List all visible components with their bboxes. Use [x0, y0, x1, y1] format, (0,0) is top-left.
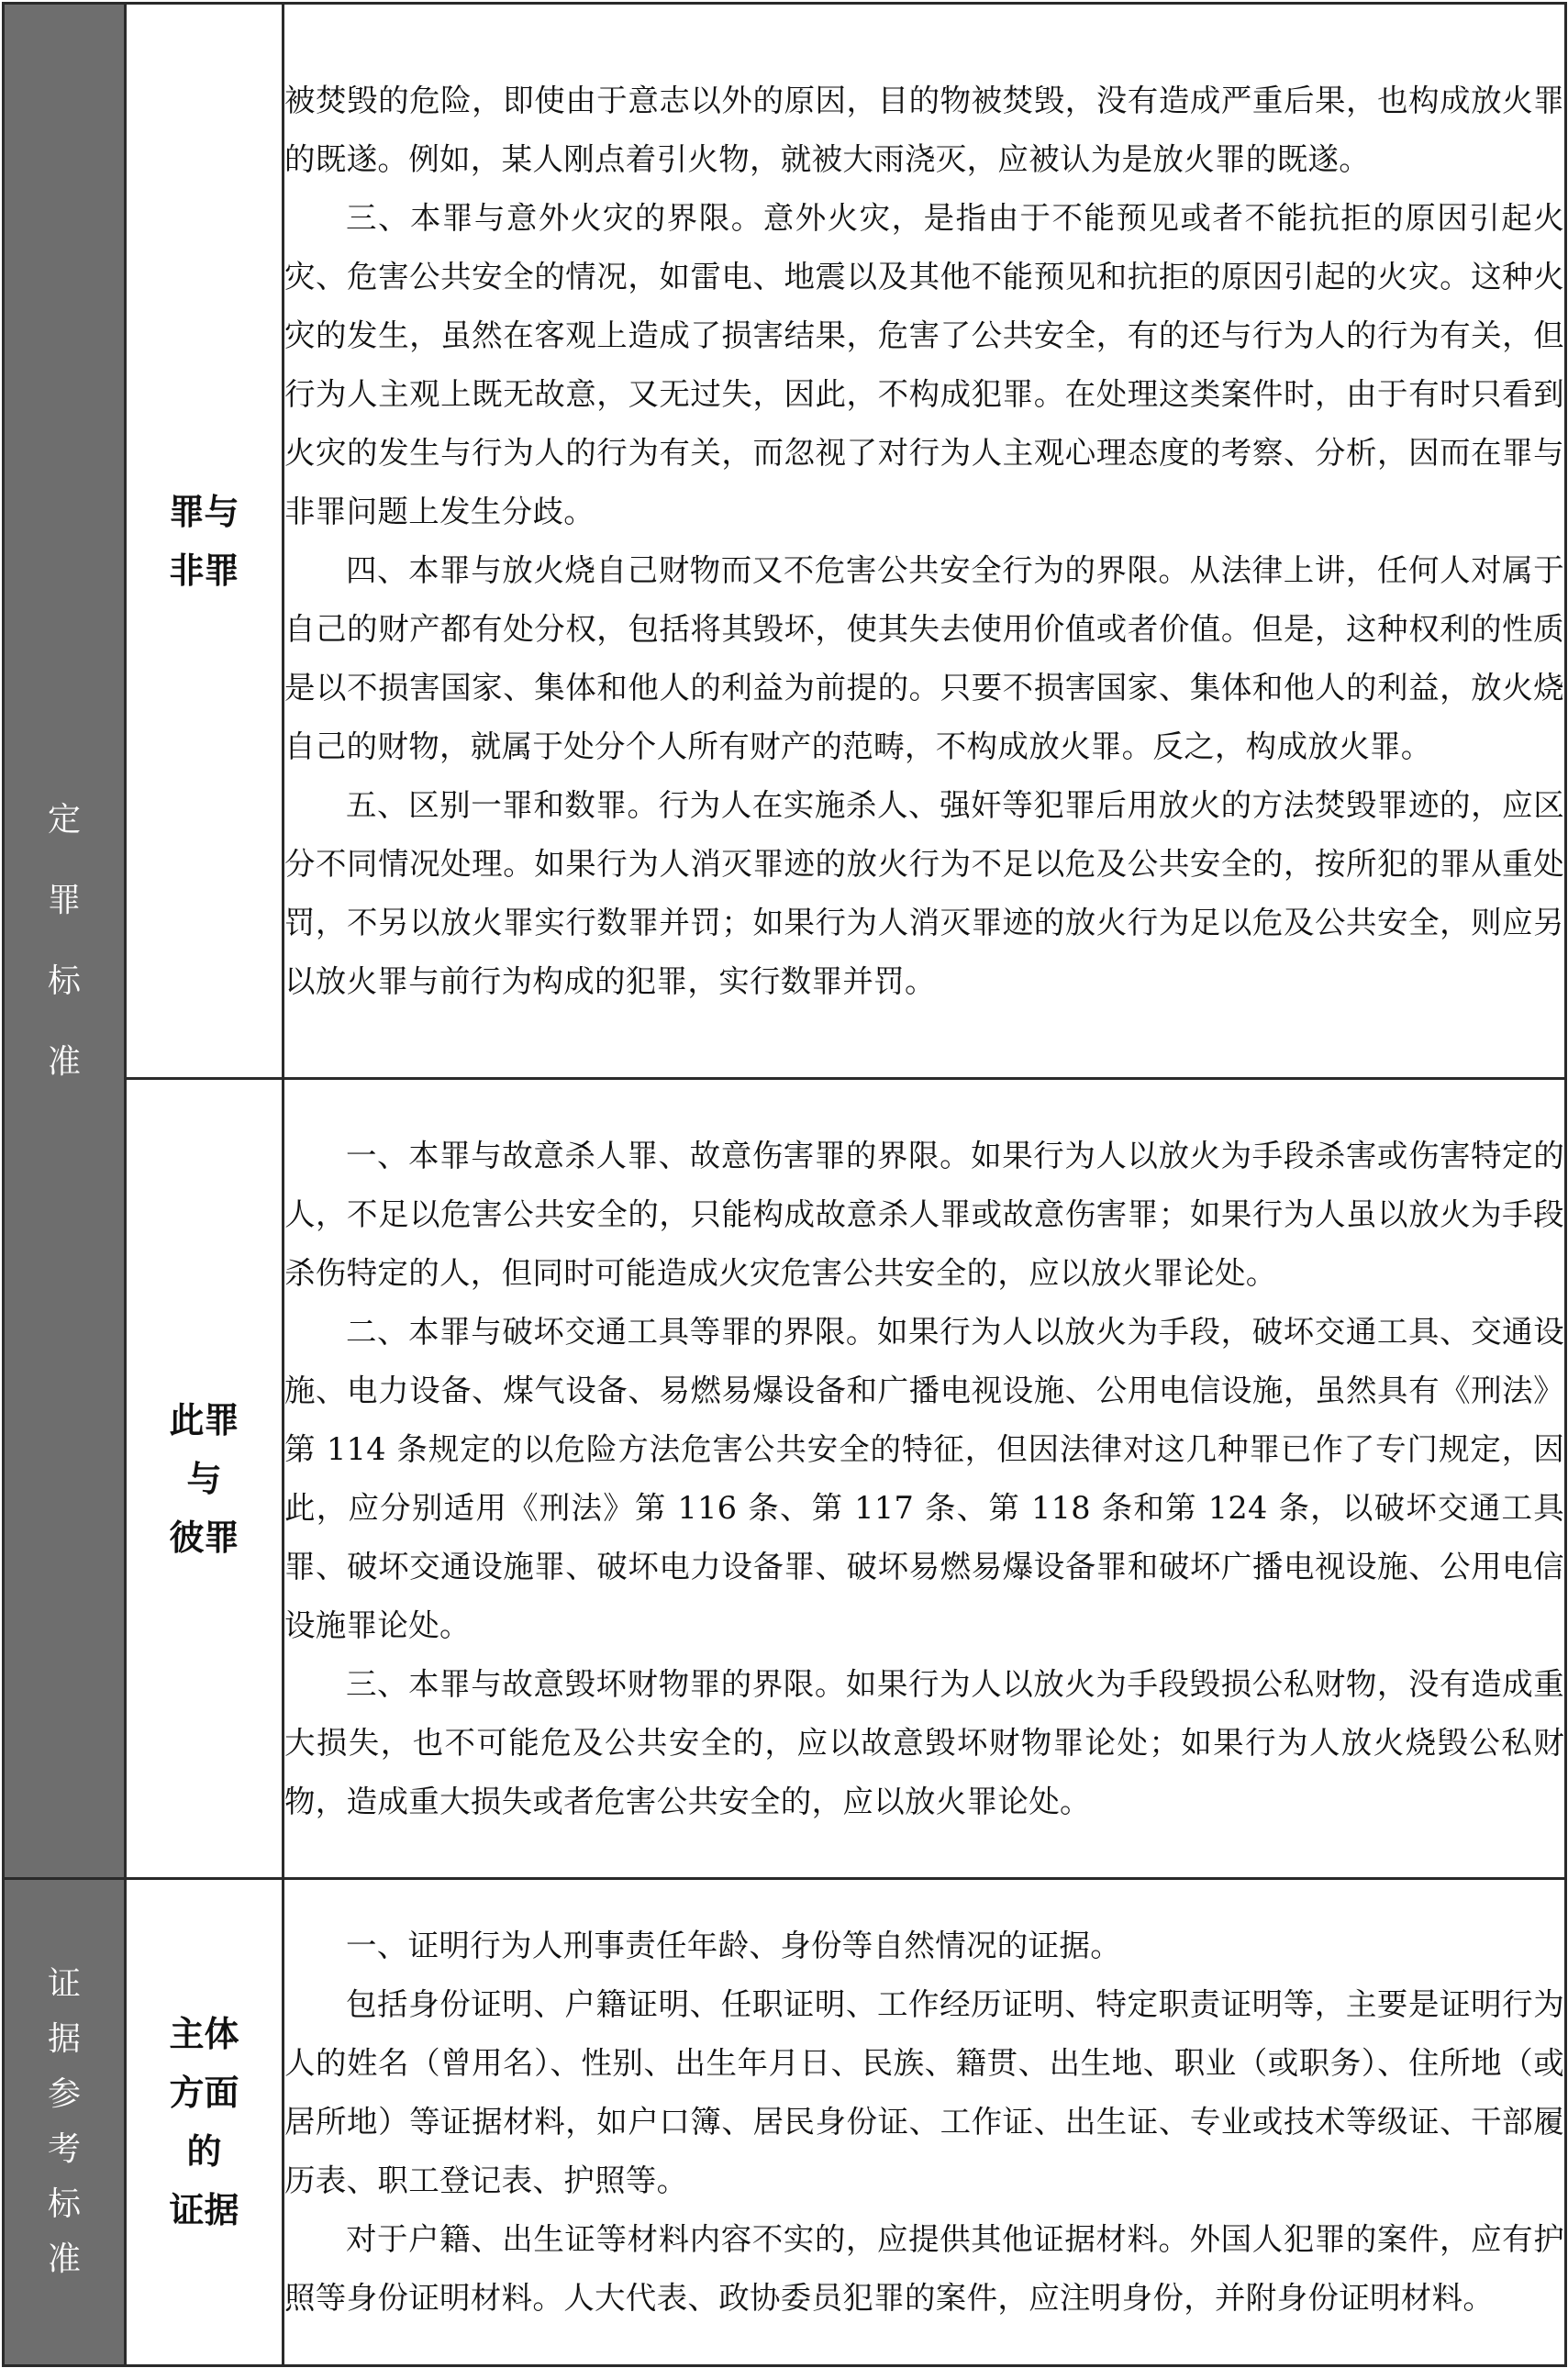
- category-char: 据: [47, 2020, 81, 2058]
- category-char: 参: [47, 2075, 81, 2113]
- paragraph: 二、本罪与破坏交通工具等罪的界限。如果行为人以放火为手段，破坏交通工具、交通设施、电力设备、煤气设备、易燃易爆设备和广播电视设施、公用电信设施，虽然具有《刑法》第 114 条规定的以危险方法危害公共安全的特征，但因法律对这几种罪已作了专门规定，因此，应分别适用《刑法》第 116 条、第 117 条、第 118 条和第 124 条，以破坏交通工具罪、破坏交通设施罪、破坏电力设备罪、破坏易燃易爆设备罪和破坏广播电视设施、公用电信设施罪论处。: [284, 1313, 1564, 1643]
- category-char: 标: [47, 962, 81, 1000]
- category-cell-dingzui: [4, 4, 126, 1879]
- paragraph: 三、本罪与意外火灾的界限。意外火灾，是指由于不能预见或者不能抗拒的原因引起火灾、危害公共安全的情况，如雷电、地震以及其他不能预见和抗拒的原因引起的火灾。这种火灾的发生，虽然在客观上造成了损害结果，危害了公共安全，有的还与行为人的行为有关，但行为人主观上既无故意，又无过失，因此，不构成犯罪。在处理这类案件时，由于有时只看到火灾的发生与行为人的行为有关，而忽视了对行为人主观心理态度的考察、分析，因而在罪与非罪问题上发生分歧。: [284, 199, 1564, 529]
- subcategory-line: 此罪: [169, 1399, 239, 1440]
- paragraph: 一、本罪与故意杀人罪、故意伤害罪的界限。如果行为人以放火为手段杀害或伤害特定的人，不足以危害公共安全的，只能构成故意杀人罪或故意伤害罪；如果行为人虽以放火为手段杀伤特定的人，但同时可能造成火灾危害公共安全的，应以放火罪论处。: [284, 1137, 1564, 1291]
- subcategory-cell: [126, 4, 284, 1079]
- paragraph: 包括身份证明、户籍证明、任职证明、工作经历证明、特定职责证明等，主要是证明行为人的姓名（曾用名）、性别、出生年月日、民族、籍贯、出生地、职业（或职务）、住所地（或居所地）等证据材料，如户口簿、居民身份证、工作证、出生证、专业或技术等级证、干部履历表、职工登记表、护照等。: [284, 1986, 1564, 2198]
- subcategory-text: 罪与非罪: [169, 491, 239, 591]
- category-char: 考: [47, 2130, 81, 2168]
- table-row: [4, 1079, 1566, 1879]
- subcategory-cell: [126, 1879, 284, 2366]
- criteria-table: [2, 2, 1567, 2367]
- subcategory-label-zui-yu-feizui: [127, 483, 282, 600]
- subcategory-line: 证据: [169, 2190, 239, 2230]
- subcategory-line: 主体: [169, 2014, 239, 2054]
- subcategory-label-ci-zui-yu-bi-zui: [127, 1391, 282, 1567]
- table-row: [4, 4, 1566, 1079]
- subcategory-line: 的: [186, 2131, 222, 2172]
- category-label-zhengju: [5, 1957, 124, 2287]
- category-char: 标: [47, 2185, 81, 2223]
- category-label-dingzui: [5, 780, 124, 1103]
- paragraph: 被焚毁的危险，即使由于意志以外的原因，目的物被焚毁，没有造成严重后果，也构成放火罪的既遂。例如，某人刚点着引火物，就被大雨浇灭，应被认为是放火罪的既遂。: [284, 82, 1564, 177]
- paragraph: 四、本罪与放火烧自己财物而又不危害公共安全行为的界限。从法律上讲，任何人对属于自己的财产都有处分权，包括将其毁坏，使其失去使用价值或者价值。但是，这种权利的性质是以不损害国家、集体和他人的利益为前提的。只要不损害国家、集体和他人的利益，放火烧自己的财物，就属于处分个人所有财产的范畴，不构成放火罪。反之，构成放火罪。: [284, 551, 1564, 764]
- table-row: [4, 1879, 1566, 2366]
- subcategory-cell: [126, 1079, 284, 1879]
- paragraph: 一、证明行为人刑事责任年龄、身份等自然情况的证据。: [346, 1928, 1121, 1963]
- content-cell: [284, 1879, 1566, 2366]
- paragraph: 五、区别一罪和数罪。行为人在实施杀人、强奸等犯罪后用放火的方法焚毁罪迹的，应区分不同情况处理。如果行为人消灭罪迹的放火行为不足以危及公共安全的，按所犯的罪从重处罚，不另以放火罪实行数罪并罚；如果行为人消灭罪迹的放火行为足以危及公共安全，则应另以放火罪与前行为构成的犯罪，实行数罪并罚。: [284, 786, 1564, 999]
- category-char: 罪: [47, 881, 81, 919]
- category-cell-zhengju: [4, 1879, 126, 2366]
- subcategory-line: 方面: [169, 2073, 239, 2113]
- category-char: 准: [47, 2240, 81, 2278]
- content-cell: [284, 1079, 1566, 1879]
- subcategory-label-zhuti-zhengju: [127, 2005, 282, 2240]
- category-char: 证: [47, 1965, 81, 2003]
- content-cell: [284, 4, 1566, 1079]
- subcategory-line: 彼罪: [169, 1517, 239, 1558]
- category-char: 定: [47, 800, 81, 839]
- category-char: 准: [47, 1042, 81, 1081]
- paragraph: 三、本罪与故意毁坏财物罪的界限。如果行为人以放火为手段毁损公私财物，没有造成重大损失，也不可能危及公共安全的，应以故意毁坏财物罪论处；如果行为人放火烧毁公私财物，造成重大损失或者危害公共安全的，应以放火罪论处。: [284, 1665, 1564, 1819]
- subcategory-line: 与: [186, 1458, 222, 1499]
- paragraph: 对于户籍、出生证等材料内容不实的，应提供其他证据材料。外国人犯罪的案件，应有护照等身份证明材料。人大代表、政协委员犯罪的案件，应注明身份，并附身份证明材料。: [284, 2221, 1564, 2316]
